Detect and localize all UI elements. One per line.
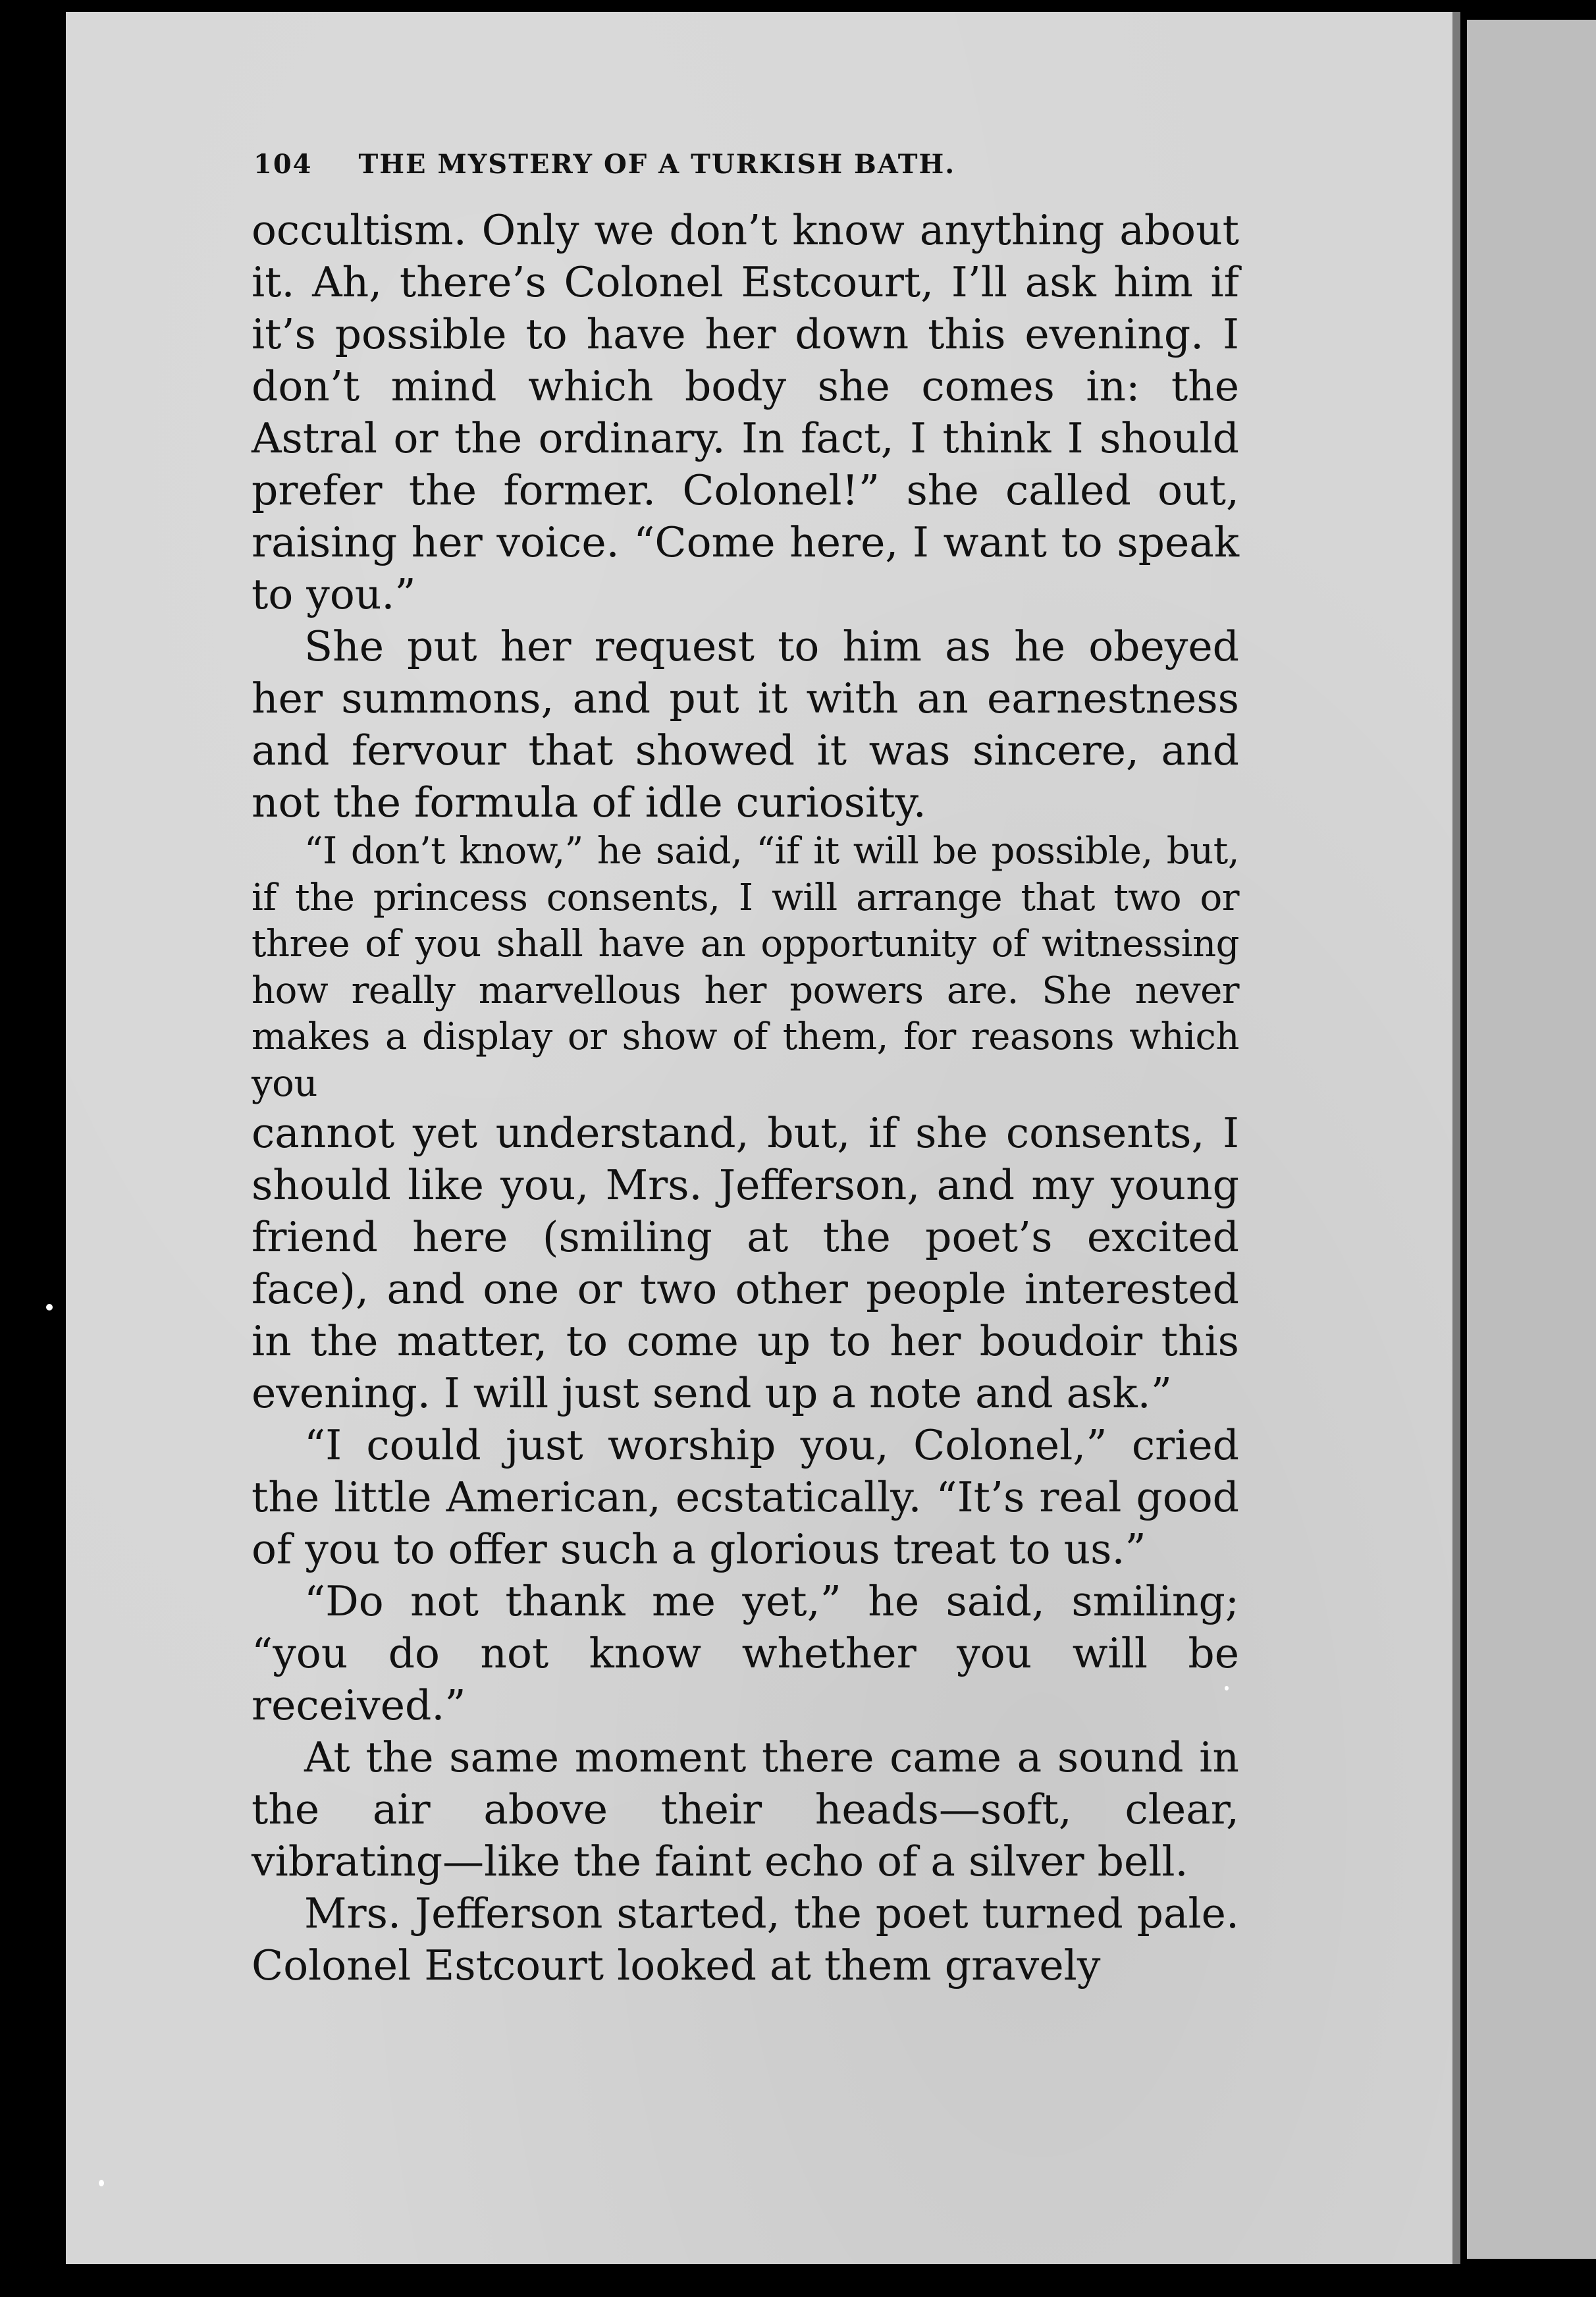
scan-speck [1225,1686,1229,1690]
adjacent-page-edge [1467,20,1596,2259]
scan-speck [99,2180,104,2186]
paragraph: “I could just worship you, Colonel,” cried the little American, ecstatically. “It’s real good of you to offer such a glorious treat to us.” [252,1421,1239,1573]
paragraph: “Do not thank me yet,” he said, smiling; “you do not know whether you will be received.” [252,1577,1239,1729]
paragraph: occultism. Only we don’t know anything about it. Ah, there’s Colonel Estcourt, I’ll ask him if it’s possible to have her down this evening. I don’t mind which body she comes in: the Astral or the ordinary. In fact, I think I should prefer the former. Colonel!” she called out, raising her voice. “Come here, I want to speak to you.” [252,206,1239,618]
paragraph: She put her request to him as he obeyed her summons, and put it with an earnestness and fervour that showed it was sincere, and not the formula of idle curiosity. [252,622,1239,826]
paragraph: At the same moment there came a sound in the air above their heads—soft, clear, vibrating—like the faint echo of a silver bell. [252,1733,1239,1885]
running-head [253,149,1241,202]
running-title: THE MYSTERY OF A TURKISH BATH. [358,149,956,180]
paragraph: “I don’t know,” he said, “if it will be possible, but, if the princess consents, I will arrange that two or three of you shall have an opportunity of witnessing how really marvellous her powers are. She never makes a display or show of them, for reasons which you [252,830,1239,1105]
page-edge [1452,12,1460,2264]
paragraph: cannot yet understand, but, if she consents, I should like you, Mrs. Jefferson, and my young friend here (smiling at the poet’s excited face), and one or two other people interested in the matter, to come up to her boudoir this evening. I will just send up a note and ask.” [252,1109,1239,1417]
page-number: 104 [253,149,313,180]
body-text [252,204,1239,1991]
paragraph: Mrs. Jefferson started, the poet turned pale. Colonel Estcourt looked at them gravely [252,1889,1239,1989]
scan-speck [46,1304,53,1311]
